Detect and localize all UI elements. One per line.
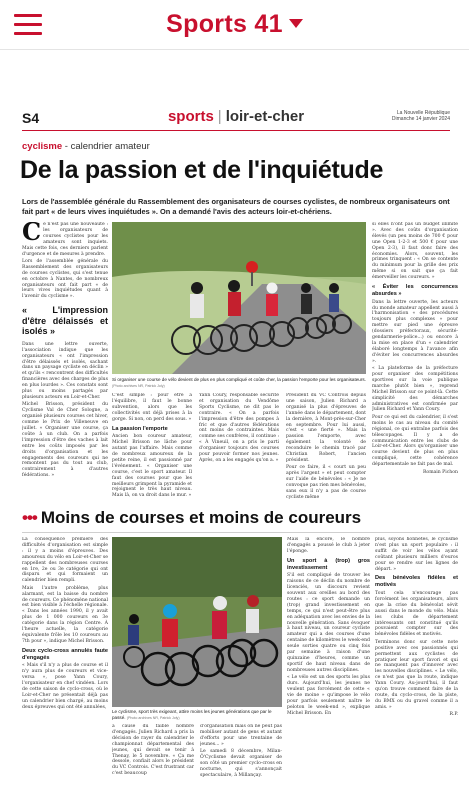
page-header: [22, 108, 450, 138]
paragraph: « Mais s'il n'y a plus de course et il n'y aura plus de coureurs et vice-versa », pose Yann Coury, l'organisateur en chef vindéen. Lors de cette saison de cyclo-cross, où le Loir-et-Cher ne présentait déjà pas un calendrier bien chargé, au moins deux épreuves qui ont été annulées,: [22, 663, 108, 710]
photo-credit: (Photo archives NR, Patrick Joly): [112, 383, 165, 388]
paragraph-text: e n'est pas une nouveauté : les organisateurs de courses cyclistes pour les amateurs sont inquiets. Mais cette fois, ces derniers parlent d'urgence et de mesures à prendre.: [22, 222, 108, 257]
app-title-dropdown[interactable]: [0, 10, 469, 39]
author-signature: R.P.: [449, 712, 458, 718]
paragraph: à cause du faible nombre d'engagés. Julien Richard a pris la décision de rayer du calendrier le championnat départemental des jeunes, qui devait se tenir à Thenay, le 5 novembre. « Ça me dessole, confiait alors le président du VC Controis. C'est frustrant car c'est beaucoup: [112, 724, 194, 777]
paragraph: d'organisation mais on ne peut pas mobiliser autant de gens et autant d'efforts pour une trentaine de jeunes... »: [200, 724, 282, 747]
subheading: La passion l'emporte: [112, 425, 168, 432]
section-2-column-2: [112, 724, 194, 796]
paragraph: Mais là encore, le nombre d'engagés a poussé le club à jeter l'éponge.: [287, 537, 370, 554]
young-cyclists-illustration: [112, 537, 282, 707]
pull-quote: « L'impression d'être délaissés et isolés »: [22, 305, 108, 337]
section-separator: |: [217, 108, 222, 125]
article-headline: De la passion et de l'inquiétude: [20, 156, 384, 184]
paragraph: Mais l'autre problème, plus alarmant, est la baisse du nombre de coureurs. Ce phénomène national est bien visible à l'échelle régionale. « Dans les années 1990, il y avait plus de 1 000 coureurs en 3e catégorie dans la région Centre. À l'heure actuelle, la catégorie équivalente frôle les 10 coureurs au 7th pour », indique Michel Brisson.: [22, 585, 108, 644]
section-2-column-1: [22, 537, 108, 795]
author-signature: Romain Pichon: [422, 469, 458, 475]
article-chapo: Lors de l'assemblée générale du Rassemblement des organisateurs de courses cyclistes, de nombreux organisateurs ont fait part « de leurs vives inquiétudes ». On a demandé l'avis des acteurs loir-et-chériens.: [22, 197, 450, 216]
article-kicker: [22, 141, 150, 152]
article-column-3: [199, 393, 279, 505]
kicker-category: cyclisme: [22, 141, 63, 152]
cyclists-illustration: [112, 222, 366, 374]
subheading: Un sport à (trop) gros investissement: [287, 557, 370, 571]
caption-text: Si organiser une course de vélo devient de plus en plus compliqué et coûte cher, la passion l'emporte pour les organisateurs.: [112, 377, 366, 382]
paragraph: Tout cela n'encourage pas forcément les organisateurs, alors que la crise du bénévolat sévit aussi dans le monde du vélo. Mais les clubs de département intéressants ont constitué qu'ils pouvaient compter sur des bénévoles fidèles et motivés.: [375, 591, 458, 638]
photo-2-caption: [112, 709, 282, 721]
section-primary: sports: [167, 108, 214, 125]
article-column-1: [22, 222, 108, 505]
paragraph: « Le vélo est un des sports les plus durs. Aujourd'hui, les jeunes ne veulent pas forcément de cette « vie de moine » qu'impose le vélo pour parfois seulement naître le peloton le week-end », explique Michel Brisson. En: [287, 675, 370, 716]
paragraph: Dans la lettre ouverte, les acteurs du monde amateur appellent aussi à l'harmonisation « des procédures toujours plus complexes » pour mettre sur pied une épreuve (dossiers préfectoraux, sécurité-gendarmerie-police...) ou encore à la mise en place d'un « calendrier élaboré longtemps à l'avance afin d'éviter les concurrences absurdes ».: [372, 299, 458, 364]
photo-credit: (Photo archives NR, Patrick Joly): [126, 715, 180, 720]
paragraph: Président du VC Controis depuis une saison, Julien Richard a organisé la plus d'épreuves de l'année dans le département, dont la dernière, à Mont-près-sur-Cher en septembre. Pour lui aussi, c'est « une fierté ». Mais la passion l'emporte, avec également la volonté de reconduire le chemin tracé par Christian Robert, l'ancien président.: [286, 393, 366, 463]
chevron-down-icon[interactable]: [289, 19, 303, 28]
paragraph: si elles n'ont pas un budget illimité ». Avec des coûts d'organisation élevés (un peu moins de 700 € pour une Open 1-2-3 et 500 € pour une Open 2-3), il faut donc faire des économies. Alors, souvent, les primes trinquent : « On se contente du minimum pour la grille des prix même si on sait que ça fait émerveiller les coureurs. »: [372, 222, 458, 281]
article-column-2: [112, 393, 192, 505]
publication-date: Dimanche 14 janvier 2024: [391, 116, 450, 122]
paragraph: Terminons donc sur cette note positive avec ces passionnés qui permettent aux cyclistes de pratiquer leur sport favori et qui ne manquent pas d'innover avec les nouvelles disciplines. « Le vélo, ce n'est pas que la route, indique Yann Coury. Au-jourd'hui, il faut qu'on trouve comment faire de la route, du cyclo-cross, de la piste, du BMX ou du gravel comme il a amis. »: [375, 639, 458, 710]
header-rule: [22, 130, 450, 131]
paragraph: « La plateforme de la préfecture pour organiser des compétitions sportives sur la voie publique marche plutôt bien », reprend Michel Brisson sur ce point-là. Cette simplicité des démarches administratives est confirmée par Julien Richard et Yann Coury.: [372, 366, 458, 413]
article-column-5: [372, 222, 458, 505]
section-secondary: loir-et-cher: [225, 108, 305, 125]
paragraph: C'est simple : pour être à l'équilibre, il faut le bonne subvention, alors que les collectivités ont déjà prises à la gorge. Si non, on perd des sous. »: [112, 393, 192, 422]
photo-cyclists-race: [112, 222, 366, 374]
caption-text: Le cyclisme, sport très exigeant, attire moins les jeunes générations que par le passé.: [112, 709, 272, 720]
drop-cap: C: [22, 222, 42, 246]
subheading: Des bénévoles fidèles et motivés: [375, 575, 458, 589]
paragraph: Yann Coury, responsable sécurité et organisation du Vendôme Sports Cyclisme, ne dit pas le contraire. « On a parfois l'impression d'être des pompes à fric et que d'autres fédérations ont moins de contraintes. Mais comme ses confrères, il continue : « À Vineuil, on a pris le parti d'organiser toujours des courses pour pouvoir former nos jeunes. Après, on a les engagés qu'on a. »: [199, 393, 279, 463]
section-2-column-3: [200, 724, 282, 796]
paragraph: Michel Brisson, président du Cyclisme Val de Cher Sologne, a organisé plusieurs courses cet hiver, comme le Prix de Villeneuve en juillet. « Organiser une course, ça coûte à un club. On a parfois l'impression d'être des vaches à lait entre les coûts imposés par les droits d'organisation et les engagements des coureurs qui ne remontent pas du tout au club, contrairement à d'autres fédérations. »: [22, 402, 108, 479]
section-dots: •••: [22, 508, 37, 527]
paragraph: Pour ce qui est du calendrier, il s'est moins le cas au niveau du comité régional, ce qui entraîne parfois des télescopages. Il y a de communication entre les clubs de Loir-et-Cher. Alors qu'organiser une course devient de plus en plus compliqué, cette cohérence départementale ne fait pas de mal.: [372, 414, 458, 468]
photo-1-caption: [112, 377, 366, 389]
paragraph: Le samedi 8 décembre, Milan-Ô'Cyclisme devait organiser de son côté un premier cyclo-cross en nocturne, qui s'annonçait spectaculaire, à Millançay.: [200, 749, 282, 778]
photo-young-cyclists: [112, 537, 282, 707]
paragraph: La conséquence première des difficultés d'organisation est simple : il y a moins d'épreuves. Des amoureux du vélo en Loir-et-Cher se rappellent des nombreuses courses en 1re, 2e ou 3e catégorie qui ont disparu et qui formaient un calendrier bien rempli.: [22, 537, 108, 584]
paragraph: Dans une lettre ouverte, l'association indique que les organisateurs « ont l'impression d'être délaissés et isolés, sachant dans un paysage cycliste en déclin » et qu'ils « rencontrent des difficultés financières avec des charges de plus en plus lourdes ». Ces constats sont plus ou moins partagés par plusieurs acteurs en Loir-et-Cher.: [22, 341, 108, 400]
article-column-4: [286, 393, 366, 505]
paragraph: S'il est compliqué de trouver les raisons de ce déclin du nombre de licenciés, un discours revient souvent aux oreilles au bord des routes : ce sport demande un (trop) grand investissement en temps, ce qui n'est peut-être plus en adéquation avec les envies de la nouvelle génération. Sans évoquer à haut niveau, un coureur cycliste amateur qui a des courses d'une centaine de kilomètres le week-end seule sorties quatre ou cinq fois par semaine à raison d'une quinzaine d'heures, comme un sportif de haut niveau dans de nombreuses autres disciplines.: [287, 573, 370, 673]
section-2-rule: [22, 532, 450, 533]
paragraph: [22, 222, 108, 257]
paragraph: Lors de l'assemblée générale du Rassemblement des organisateurs de courses cyclistes, qui s'est tenue en octobre à Nantes, de nombreux organisateurs ont fait part « de leurs vives inquiétudes quant à l'avenir du cyclisme ».: [22, 258, 108, 300]
section-label: [22, 108, 450, 125]
section-2-column-5: [375, 537, 458, 795]
section-2-title-text: Moins de courses et moins de coureurs: [40, 508, 362, 527]
kicker-subcategory: - calendrier amateur: [62, 141, 150, 152]
app-title-text: Sports 41: [166, 10, 283, 38]
subheading: Deux cyclo-cross annulés faute d'engagés: [22, 647, 108, 661]
paragraph: plus, soyons honnêtes, le cyclisme n'est plus un sport populaire : il suffit de voir les vélos ayant coûtant plusieurs milliers d'euros pour se rendre sur les lignes de départ. »: [375, 537, 458, 572]
app-bar: [0, 0, 469, 50]
paragraph: Pour ce faire, il « court un peu après l'argent » et peut compter sur l'aide de bénévoles : « Je ne convoque pas rien mes bénévoles, sans eux il n'y a pas de course cycliste même: [286, 465, 366, 500]
subheading: « Éviter les concurrences absurdes »: [372, 284, 458, 297]
paragraph: Ancien bon coureur amateur, Michel Brisson ne lâche pour autant pas l'affaire. Mais comme de nombreux amoureux de la petite reine, il est passionné par l'événement. « Organiser une course, c'est le sport amateur. Il faut des courses pour que les meilleurs grimpent la pyramide et rejoignent le très haut niveau. Mais là, on va droit dans le mur. »: [112, 434, 192, 499]
section-2-title: [22, 508, 462, 528]
publication-info: [392, 110, 450, 122]
page-number: S4: [22, 110, 40, 126]
section-2-column-4: [287, 537, 370, 795]
publication-name: La Nouvelle République: [396, 110, 450, 116]
